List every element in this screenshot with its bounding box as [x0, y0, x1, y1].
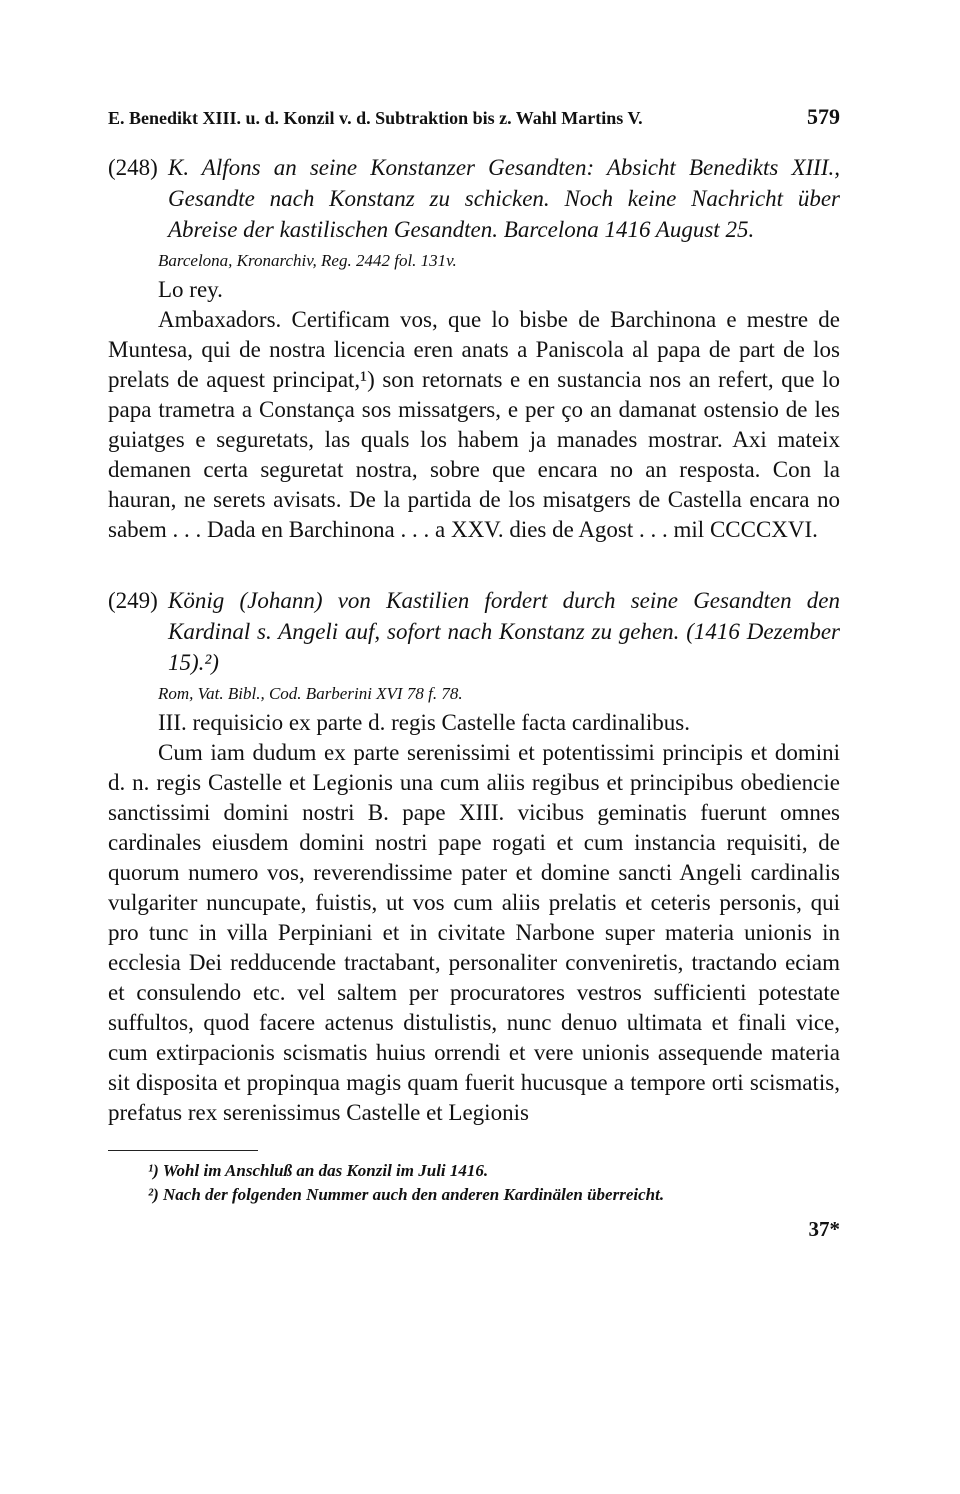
footnote-rule	[108, 1150, 258, 1151]
entry-248	[108, 152, 840, 545]
entry-salutation: Lo rey.	[158, 277, 223, 302]
entry-heading	[108, 585, 840, 678]
signature-mark: 37*	[808, 1217, 840, 1241]
entry-heading	[108, 152, 840, 245]
running-title: E. Benedikt XIII. u. d. Konzil v. d. Subtraktion bis z. Wahl Martins V.	[108, 108, 643, 128]
entry-title: K. Alfons an seine Konstanzer Gesandten: Absicht Benedikts XIII., Gesandte nach Konstanz zu schicken. Noch keine Nachricht über Abreise der kastilischen Gesandten. Barcelona 1416 August 25.	[168, 155, 840, 242]
page-number: 579	[807, 104, 840, 129]
entry-title: König (Johann) von Kastilien fordert durch seine Gesandten den Kardinal s. Angeli auf, sofort nach Konstanz zu gehen. (1416 Dezember 15).²)	[168, 588, 840, 675]
entry-source: Rom, Vat. Bibl., Cod. Barberini XVI 78 f. 78.	[158, 684, 463, 703]
entry-text: Ambaxadors. Certificam vos, que lo bisbe de Barchinona e mestre de Muntesa, qui de nostra licencia eren anats a Paniscola al papa de part de los prelats de aquest principat,¹) son retornats e en sustancia nos an refert, que lo papa trametra a Constança sos missatgers, e per ço an damanat ostensio de les guiatges e seguretats, las quals los habem ja manades mostrar. Axi mateix demanen certa seguretat nostra, sobre que encara no an resposta. Con la hauran, ne serets avisats. De la partida de los misatgers de Castella encara no sabem . . . Dada en Barchinona . . . a XXV. dies de Agost . . . mil CCCCXVI.	[108, 307, 840, 542]
footnote-1: ¹) Wohl im Anschluß an das Konzil im Juli 1416.	[148, 1161, 489, 1180]
entry-number: (249)	[108, 588, 158, 613]
entry-source: Barcelona, Kronarchiv, Reg. 2442 fol. 131v.	[158, 251, 457, 270]
footnote-2: ²) Nach der folgenden Nummer auch den anderen Kardinälen überreicht.	[148, 1185, 665, 1204]
entry-249	[108, 585, 840, 1128]
running-head	[108, 104, 840, 130]
entry-number: (248)	[108, 155, 158, 180]
page	[108, 104, 840, 1242]
entry-salutation: III. requisicio ex parte d. regis Castelle facta cardinalibus.	[158, 710, 690, 735]
entry-text: Cum iam dudum ex parte serenissimi et potentissimi principis et domini d. n. regis Castelle et Legionis una cum aliis regibus et principibus obediencie sanctissimi domini nostri B. pape XIII. vicibus geminatis fuerunt omnes cardinales eiusdem domini nostri pape rogati et cum instancia requisiti, de quorum numero vos, reverendissime pater et domine sancti Angeli cardinalis vulgariter nuncupate, fuistis, ut vos cum aliis prelatis et ceteris personis, qui pro tunc in villa Perpiniani et in civitate Narbone super materia unionis in ecclesia Dei redducende tractabant, personaliter conveniretis, tractando eciam et consulendo etc. vel saltem per procuratores vestros sufficienti potestate suffultos, quod facere actenus distulistis, nunc denuo ultimata et finali vice, cum extirpacionis scismatis huius orrendi et vere unionis assequende materia sit disposita et propinqua magis quam fuerit hucusque a tempore orti scismatis, prefatus rex serenissimus Castelle et Legionis	[108, 740, 840, 1125]
